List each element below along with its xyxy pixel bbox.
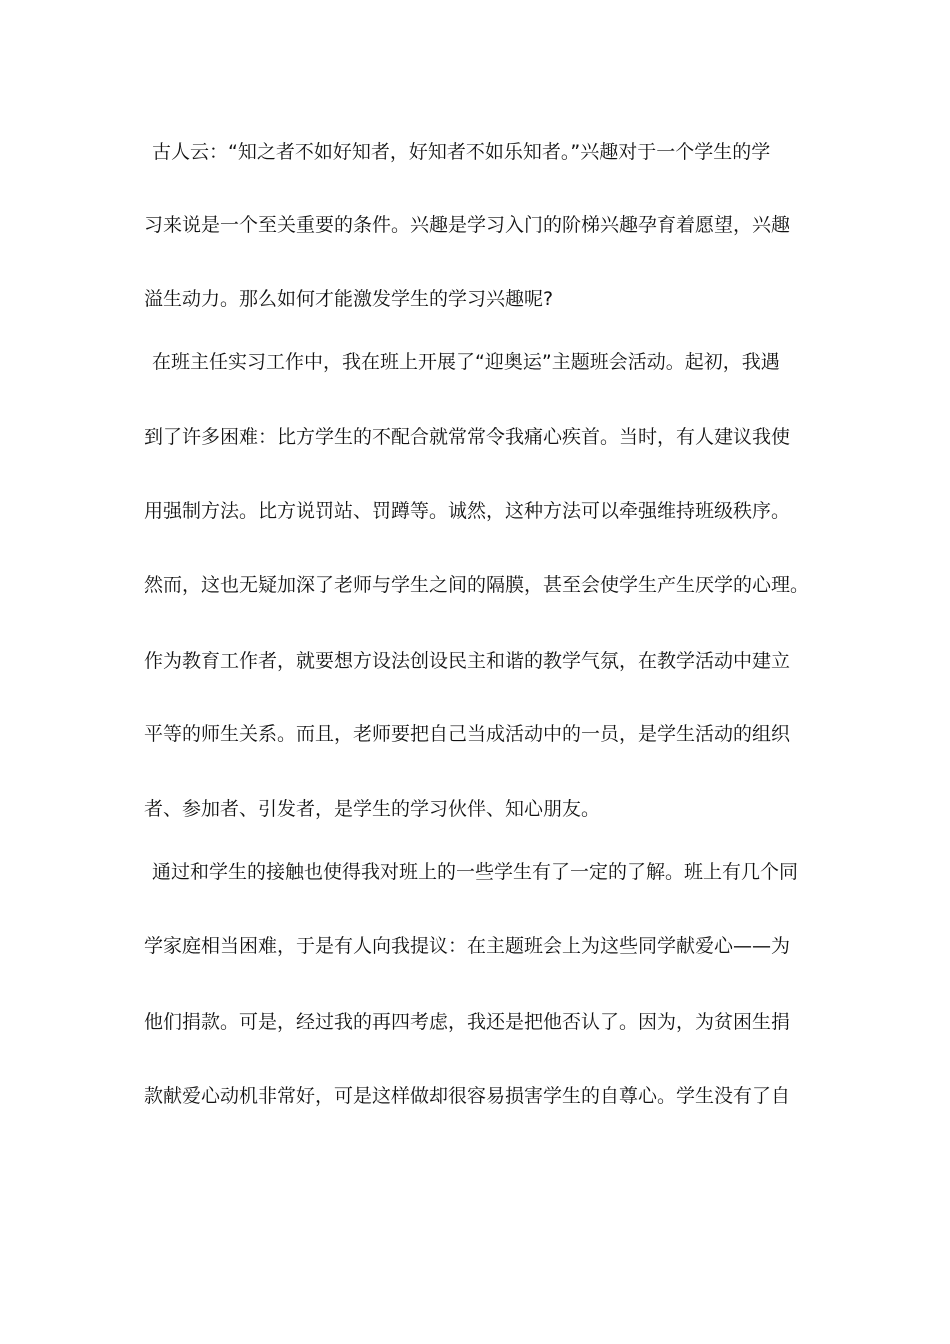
paragraph-2-line-5: 作为教育工作者，就要想方设法创设民主和谐的教学气氛，在教学活动中建立	[144, 650, 791, 672]
paragraph-1-line-2: 习来说是一个至关重要的条件。兴趣是学习入门的阶梯兴趣孕育着愿望，兴趣	[144, 214, 791, 236]
paragraph-3-line-1: 通过和学生的接触也使得我对班上的一些学生有了一定的了解。班上有几个同	[152, 861, 799, 883]
paragraph-2-line-6: 平等的师生关系。而且，老师要把自己当成活动中的一员，是学生活动的组织	[144, 723, 791, 745]
paragraph-3-line-3: 他们捐款。可是，经过我的再四考虑，我还是把他否认了。因为，为贫困生捐	[144, 1011, 791, 1033]
paragraph-2-line-2: 到了许多困难：比方学生的不配合就常常令我痛心疾首。当时，有人建议我使	[144, 426, 791, 448]
paragraph-2-line-1: 在班主任实习工作中，我在班上开展了“迎奥运”主题班会活动。起初，我遇	[152, 351, 780, 373]
paragraph-2-line-7: 者、参加者、引发者，是学生的学习伙伴、知心朋友。	[144, 798, 601, 820]
paragraph-1-line-3: 溢生动力。那么如何才能激发学生的学习兴趣呢?	[144, 288, 554, 310]
paragraph-3-line-2: 学家庭相当困难，于是有人向我提议：在主题班会上为这些同学献爱心——为	[144, 935, 791, 957]
paragraph-1-line-1: 古人云：“知之者不如好知者，好知者不如乐知者。”兴趣对于一个学生的学	[152, 141, 771, 163]
paragraph-2-line-3: 用强制方法。比方说罚站、罚蹲等。诚然，这种方法可以牵强维持班级秩序。	[144, 500, 791, 522]
paragraph-2-line-4: 然而，这也无疑加深了老师与学生之间的隔膜，甚至会使学生产生厌学的心理。	[144, 574, 810, 596]
paragraph-3-line-4: 款献爱心动机非常好，可是这样做却很容易损害学生的自尊心。学生没有了自	[144, 1085, 791, 1107]
